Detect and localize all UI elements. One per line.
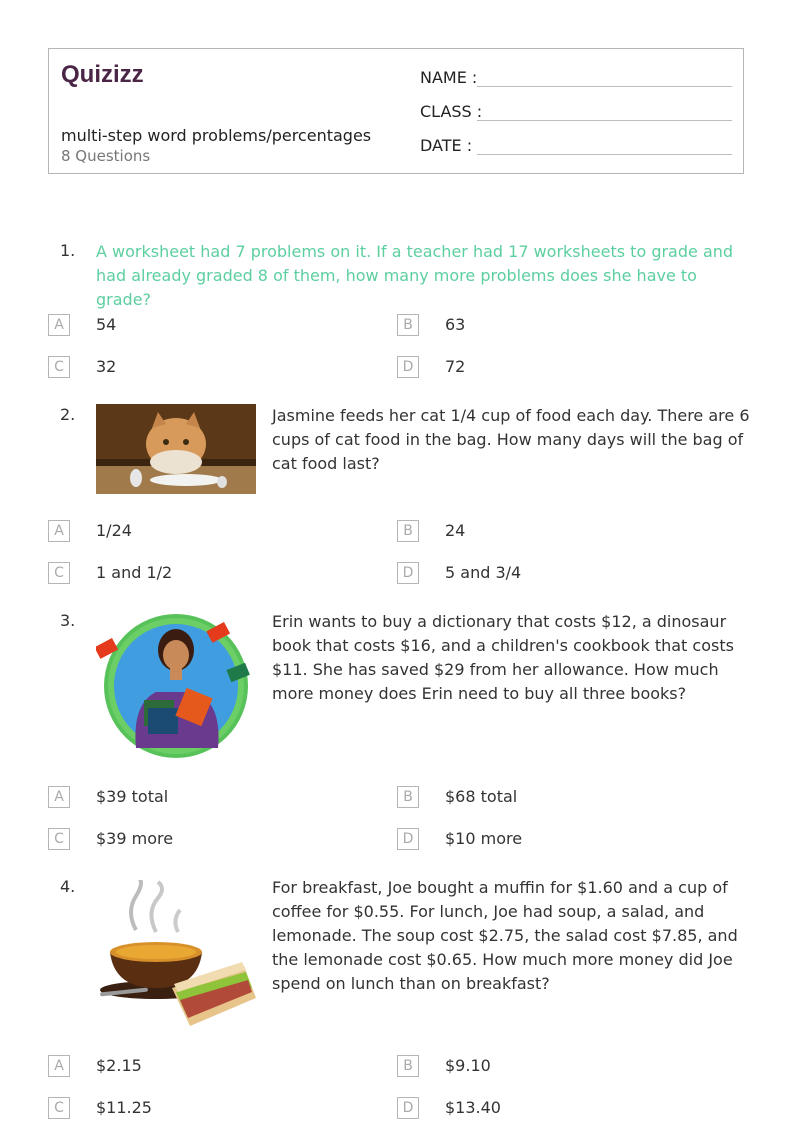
q4-option-c: $11.25 xyxy=(96,1098,152,1117)
q1-option-b-box[interactable]: B xyxy=(397,314,419,336)
class-line[interactable] xyxy=(477,120,732,121)
q2-option-d: 5 and 3/4 xyxy=(445,563,522,582)
q3-option-b: $68 total xyxy=(445,787,518,806)
q1-option-d: 72 xyxy=(445,357,466,376)
q3-option-d: $10 more xyxy=(445,829,523,848)
q3-option-a-box[interactable]: A xyxy=(48,786,70,808)
q3-option-d-box[interactable]: D xyxy=(397,828,419,850)
q1-option-b: 63 xyxy=(445,315,466,334)
svg-text:Quizizz: Quizizz xyxy=(61,61,144,88)
q2-option-a-box[interactable]: A xyxy=(48,520,70,542)
name-label: NAME : xyxy=(420,68,478,87)
question-1-text: A worksheet had 7 problems on it. If a teacher had 17 worksheets to grade and had already graded 8 of them, how many more problems does she have to grade? xyxy=(96,242,734,309)
cat-dinner-image xyxy=(96,404,256,494)
question-2-text: Jasmine feeds her cat 1/4 cup of food each day. There are 6 cups of cat food in the bag. How many days will the bag of cat food last? xyxy=(272,406,750,473)
q1-option-c: 32 xyxy=(96,357,117,376)
question-1-number: 1. xyxy=(60,241,76,260)
q2-option-b: 24 xyxy=(445,521,466,540)
q4-option-d: $13.40 xyxy=(445,1098,501,1117)
q2-option-c-box[interactable]: C xyxy=(48,562,70,584)
q1-option-d-box[interactable]: D xyxy=(397,356,419,378)
q2-option-d-box[interactable]: D xyxy=(397,562,419,584)
q4-option-a-box[interactable]: A xyxy=(48,1055,70,1077)
q4-option-c-box[interactable]: C xyxy=(48,1097,70,1119)
class-label: CLASS : xyxy=(420,102,483,121)
name-line[interactable] xyxy=(477,86,732,87)
q1-option-a: 54 xyxy=(96,315,117,334)
q3-option-b-box[interactable]: B xyxy=(397,786,419,808)
date-line[interactable] xyxy=(477,154,732,155)
question-2-number: 2. xyxy=(60,405,76,424)
worksheet-header xyxy=(48,48,744,174)
q4-option-b-box[interactable]: B xyxy=(397,1055,419,1077)
q2-option-c: 1 and 1/2 xyxy=(96,563,173,582)
q1-option-c-box[interactable]: C xyxy=(48,356,70,378)
question-4-text: For breakfast, Joe bought a muffin for $1.60 and a cup of coffee for $0.55. For lunch, Joe had soup, a salad, and lemonade. The soup cost $2.75, the salad cost $7.85, and the lemonade cost $0.65. How much more money did Joe spend on lunch than on breakfast? xyxy=(272,878,738,993)
q2-option-b-box[interactable]: B xyxy=(397,520,419,542)
q1-option-a-box[interactable]: A xyxy=(48,314,70,336)
question-count: 8 Questions xyxy=(61,147,151,165)
question-4-number: 4. xyxy=(60,877,76,896)
q4-option-b: $9.10 xyxy=(445,1056,491,1075)
question-3-text: Erin wants to buy a dictionary that costs $12, a dinosaur book that costs $16, and a children's cookbook that costs $11. She has saved $29 from her allowance. How much more money does Erin need to buy all three books? xyxy=(272,612,734,703)
date-label: DATE : xyxy=(420,136,473,155)
question-3-number: 3. xyxy=(60,611,76,630)
q3-option-c: $39 more xyxy=(96,829,174,848)
q4-option-a: $2.15 xyxy=(96,1056,142,1075)
quizizz-logo xyxy=(61,59,153,89)
soup-sandwich-image xyxy=(96,880,256,1028)
girl-books-image xyxy=(96,608,256,760)
q3-option-a: $39 total xyxy=(96,787,169,806)
worksheet-title: multi-step word problems/percentages xyxy=(61,126,372,145)
q3-option-c-box[interactable]: C xyxy=(48,828,70,850)
q4-option-d-box[interactable]: D xyxy=(397,1097,419,1119)
q2-option-a: 1/24 xyxy=(96,521,132,540)
